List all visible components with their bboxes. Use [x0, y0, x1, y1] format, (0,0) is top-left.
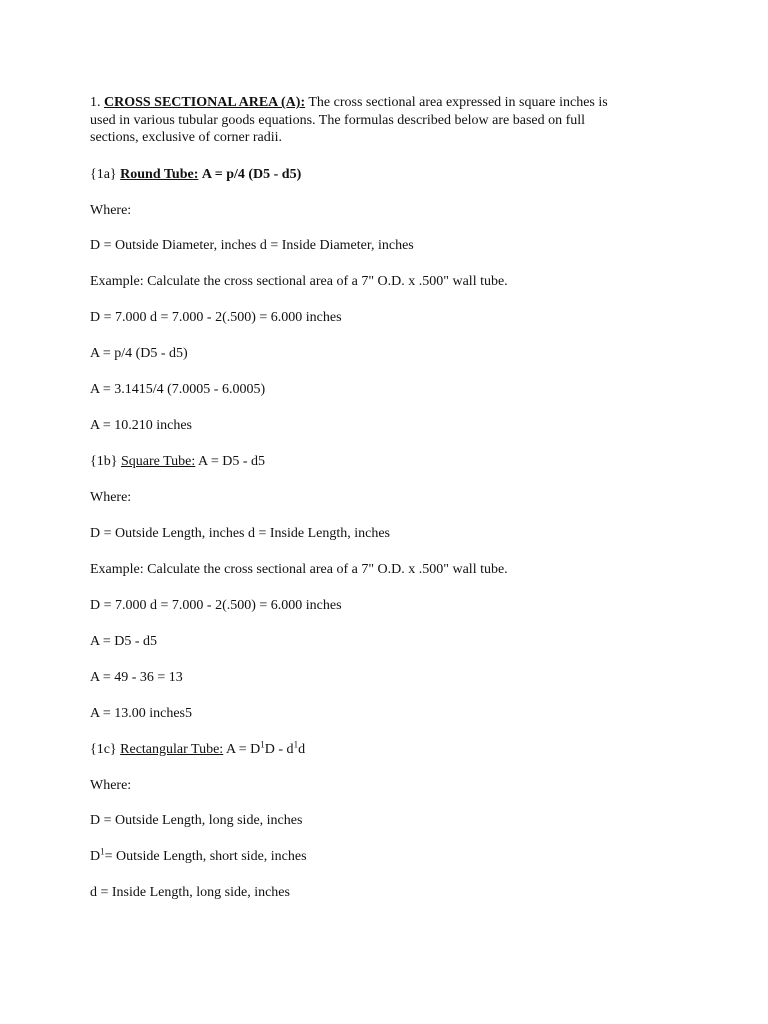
rect-formula-part-a: A = D [225, 742, 261, 757]
square-step-3: A = 49 - 36 = 13 [90, 670, 183, 685]
square-example: Example: Calculate the cross sectional area of a 7" O.D. x .500" wall tube. [90, 562, 508, 577]
square-step-1: D = 7.000 d = 7.000 - 2(.500) = 6.000 inches [90, 598, 342, 613]
round-where: Where: [90, 203, 132, 218]
rect-tube-heading [90, 741, 305, 758]
section-heading: CROSS SECTIONAL AREA (A): [104, 95, 306, 110]
round-tube-title: Round Tube: [120, 167, 199, 182]
rect-tube-formula [225, 739, 306, 757]
round-step-3: A = 3.1415/4 (7.0005 - 6.0005) [90, 382, 266, 397]
square-tube-formula: A = D5 - d5 [197, 454, 265, 469]
rect-tube-title: Rectangular Tube: [120, 742, 224, 757]
round-result: A = 10.210 inches [90, 418, 192, 433]
rect-formula-superscript-2: 1 [293, 739, 299, 750]
square-tube-heading [90, 453, 265, 470]
section-heading-line [90, 94, 608, 111]
section-intro-line2: used in various tubular goods equations. The formulas described below are based on full [90, 113, 586, 128]
round-tube-heading [90, 166, 301, 183]
round-tube-formula: A = p/4 (D5 - d5) [201, 167, 302, 182]
section-intro: The cross sectional area expressed in square inches is [308, 95, 608, 110]
square-step-2: A = D5 - d5 [90, 634, 158, 649]
round-tube-id: {1a} [90, 167, 117, 182]
rect-def2-text: = Outside Length, short side, inches [104, 849, 307, 864]
square-definition: D = Outside Length, inches d = Inside Length, inches [90, 526, 391, 541]
round-definition: D = Outside Diameter, inches d = Inside Diameter, inches [90, 238, 414, 253]
rect-definition-3: d = Inside Length, long side, inches [90, 885, 290, 900]
rect-tube-id: {1c} [90, 742, 117, 757]
section-intro-line3: sections, exclusive of corner radii. [90, 130, 283, 145]
square-where: Where: [90, 490, 132, 505]
rect-definition-1: D = Outside Length, long side, inches [90, 813, 303, 828]
rect-def2-superscript: 1 [100, 846, 105, 857]
round-example: Example: Calculate the cross sectional area of a 7" O.D. x .500" wall tube. [90, 274, 508, 289]
rect-formula-part-b: D - d [264, 742, 294, 757]
round-step-2: A = p/4 (D5 - d5) [90, 346, 188, 361]
section-number: 1. [90, 95, 101, 110]
rect-def2-symbol: D [90, 849, 101, 864]
rect-formula-part-c: d [298, 742, 306, 757]
rect-where: Where: [90, 778, 132, 793]
round-step-1: D = 7.000 d = 7.000 - 2(.500) = 6.000 inches [90, 310, 342, 325]
rect-formula-superscript-1: 1 [260, 739, 265, 750]
square-tube-title: Square Tube: [120, 454, 196, 469]
square-result: A = 13.00 inches5 [90, 706, 192, 721]
square-tube-id: {1b} [90, 454, 118, 469]
rect-definition-2 [90, 848, 307, 865]
